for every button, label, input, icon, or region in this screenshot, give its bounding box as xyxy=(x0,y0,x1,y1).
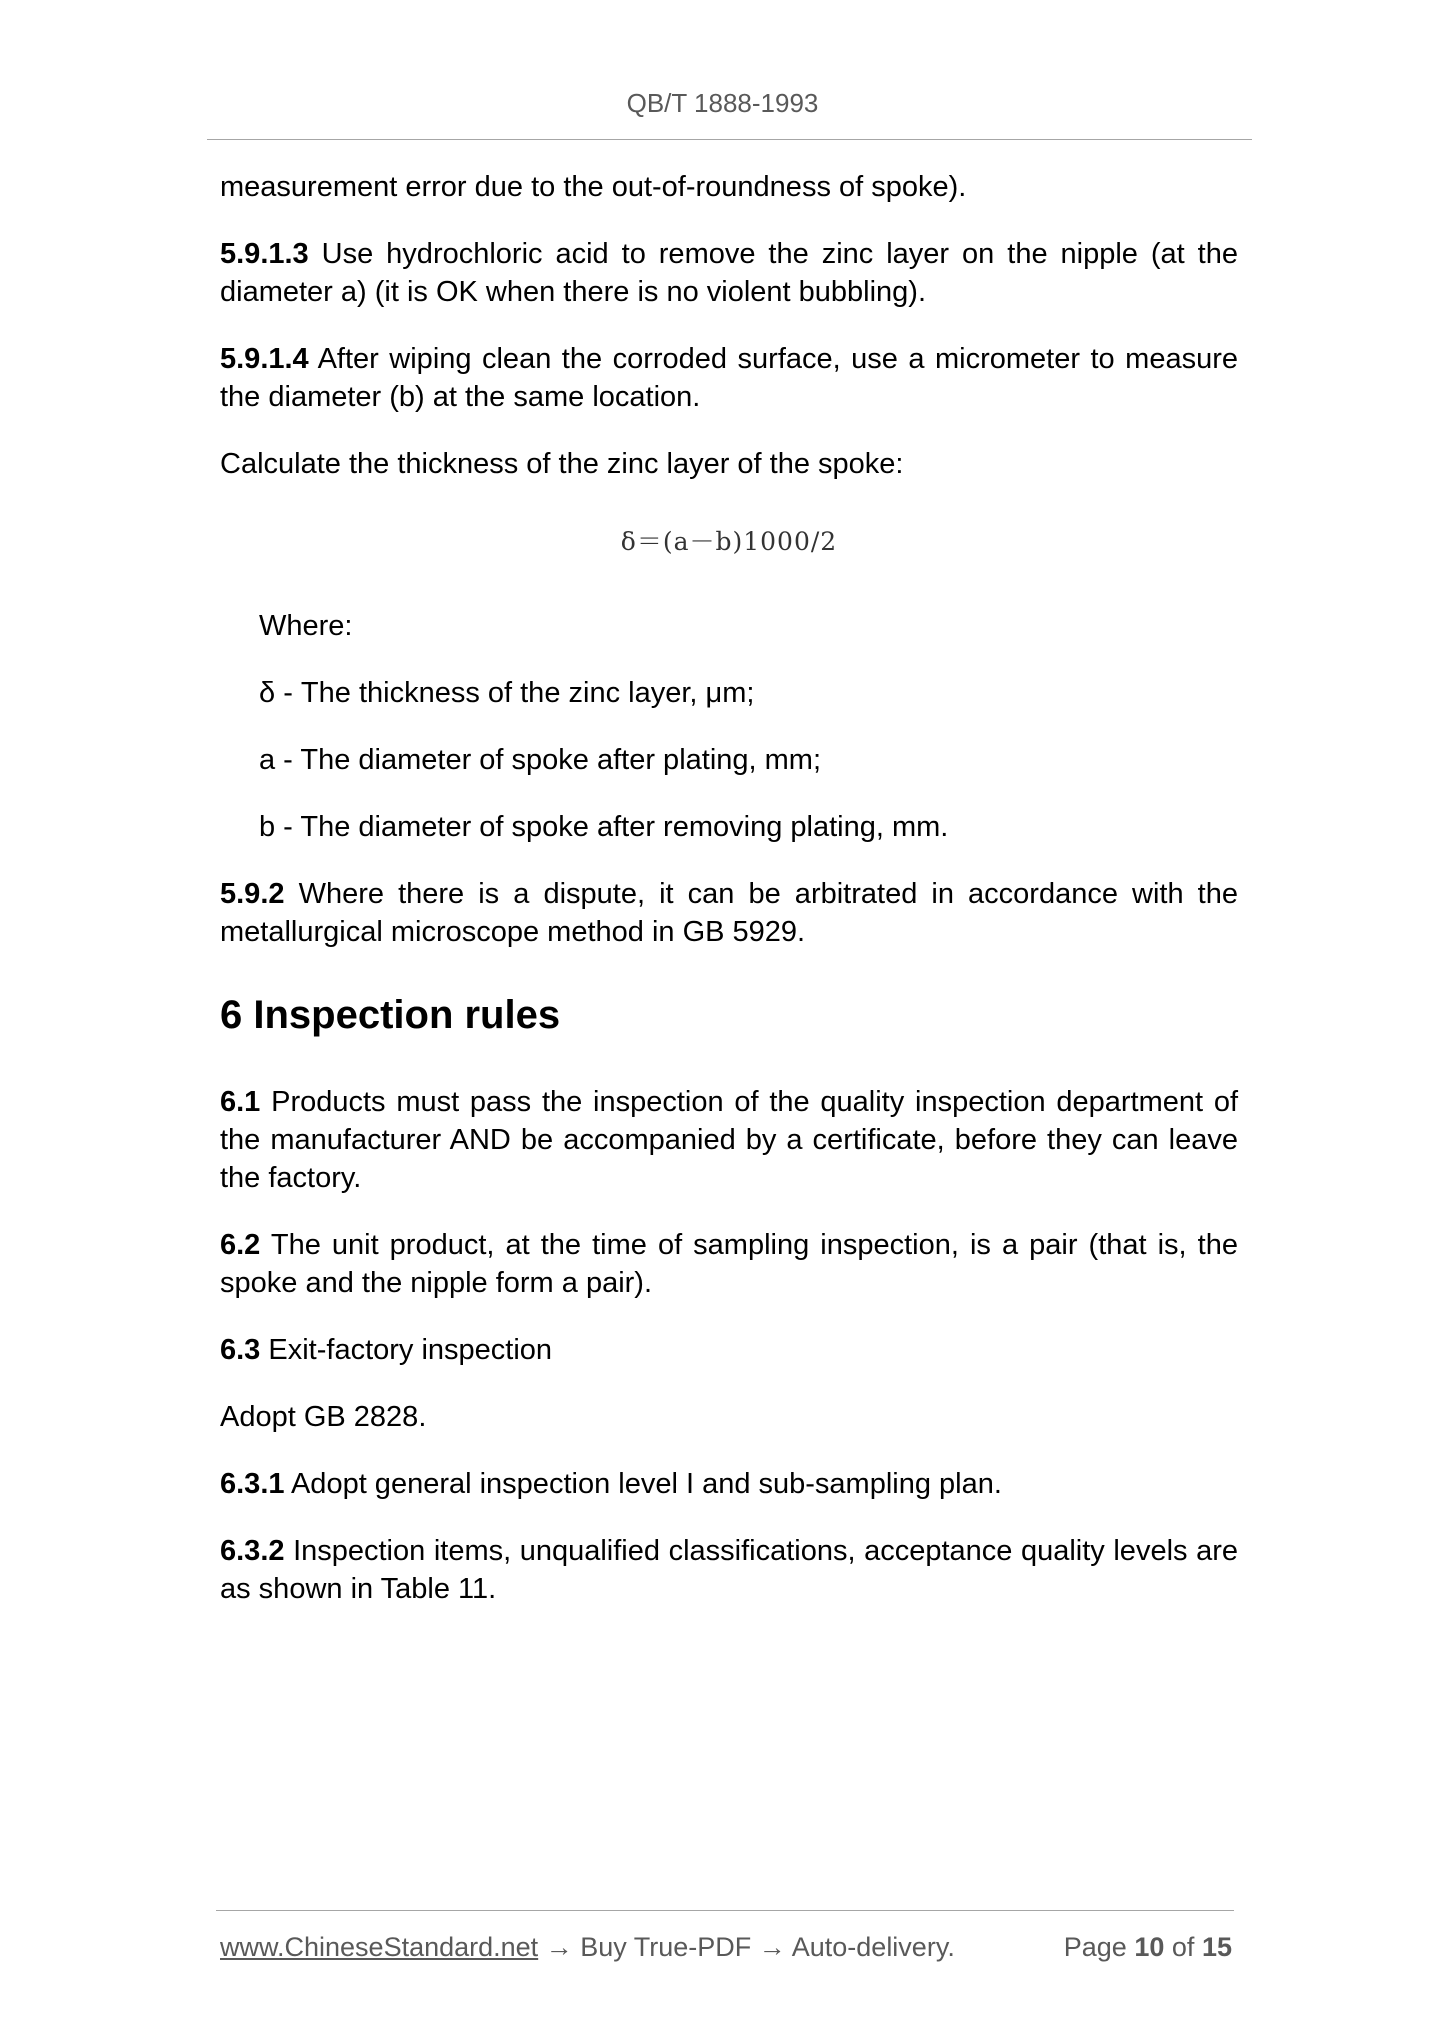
clause-number: 6.3.1 xyxy=(220,1468,285,1500)
clause-number: 6.3 xyxy=(220,1334,261,1366)
clause-text: The unit product, at the time of sampling inspection, is a pair (that is, the spoke and the nipple form a pair). xyxy=(220,1229,1238,1299)
clause-text: Where there is a dispute, it can be arbitrated in accordance with the metallurgical microscope method in GB 5929. xyxy=(220,878,1238,948)
clause-text: Use hydrochloric acid to remove the zinc layer on the nipple (at the diameter a) (it is OK when there is no violent bubbling). xyxy=(220,238,1238,308)
clause-text: Adopt general inspection level I and sub-sampling plan. xyxy=(290,1468,1002,1500)
clause-6-3-2 xyxy=(220,1532,1238,1608)
paragraph-continuation xyxy=(220,168,1238,206)
paragraph-text: measurement error due to the out-of-roundness of spoke). xyxy=(220,171,967,203)
clause-text: Inspection items, unqualified classifications, acceptance quality levels are as shown in Table 11. xyxy=(220,1535,1238,1605)
footer-promo xyxy=(220,1932,955,1963)
paragraph-text: Adopt GB 2828. xyxy=(220,1401,427,1433)
clause-5-9-1-4 xyxy=(220,340,1238,416)
header-divider xyxy=(207,139,1252,140)
clause-number: 5.9.2 xyxy=(220,878,285,910)
page-number xyxy=(1064,1932,1232,1963)
clause-6-2 xyxy=(220,1226,1238,1302)
clause-number: 6.1 xyxy=(220,1086,261,1118)
clause-number: 6.2 xyxy=(220,1229,261,1261)
running-header-title: QB/T 1888-1993 xyxy=(626,88,819,118)
footer-divider xyxy=(216,1910,1234,1911)
clause-5-9-1-3 xyxy=(220,235,1238,311)
clause-number: 6.3.2 xyxy=(220,1535,285,1567)
zinc-thickness-formula: δ＝(a－b)1000/2 xyxy=(620,527,838,556)
page-of-label: of xyxy=(1171,1932,1195,1962)
where-item-b: b - The diameter of spoke after removing plating, mm. xyxy=(259,811,949,843)
clause-text: After wiping clean the corroded surface, use a micrometer to measure the diameter (b) at the same location. xyxy=(220,343,1238,413)
clause-5-9-2 xyxy=(220,875,1238,951)
clause-number: 5.9.1.3 xyxy=(220,238,309,270)
where-item-delta: δ - The thickness of the zinc layer, μm; xyxy=(259,677,755,709)
section-heading-inspection-rules: 6 Inspection rules xyxy=(220,993,561,1037)
clause-text: Products must pass the inspection of the quality inspection department of the manufacturer AND be accompanied by a certificate, before they can leave the factory. xyxy=(220,1086,1239,1194)
paragraph-text: Calculate the thickness of the zinc layer of the spoke: xyxy=(220,448,904,480)
clause-text: Exit-factory inspection xyxy=(268,1334,553,1366)
clause-6-1 xyxy=(220,1083,1238,1197)
page-label: Page xyxy=(1063,1932,1127,1962)
footer-tagline: → Buy True-PDF → Auto-delivery. xyxy=(538,1932,955,1962)
document-body xyxy=(220,168,1238,1637)
clause-6-3-1 xyxy=(220,1465,1238,1503)
website-link[interactable]: www.ChineseStandard.net xyxy=(220,1932,539,1962)
paragraph-adopt xyxy=(220,1398,1238,1436)
clause-6-3 xyxy=(220,1331,1238,1369)
clause-number: 5.9.1.4 xyxy=(220,343,309,375)
paragraph-calculate xyxy=(220,445,1238,483)
page-total: 15 xyxy=(1201,1932,1232,1962)
page-current: 10 xyxy=(1134,1932,1165,1962)
where-label: Where: xyxy=(259,610,353,642)
where-item-a: a - The diameter of spoke after plating, mm; xyxy=(259,744,822,776)
